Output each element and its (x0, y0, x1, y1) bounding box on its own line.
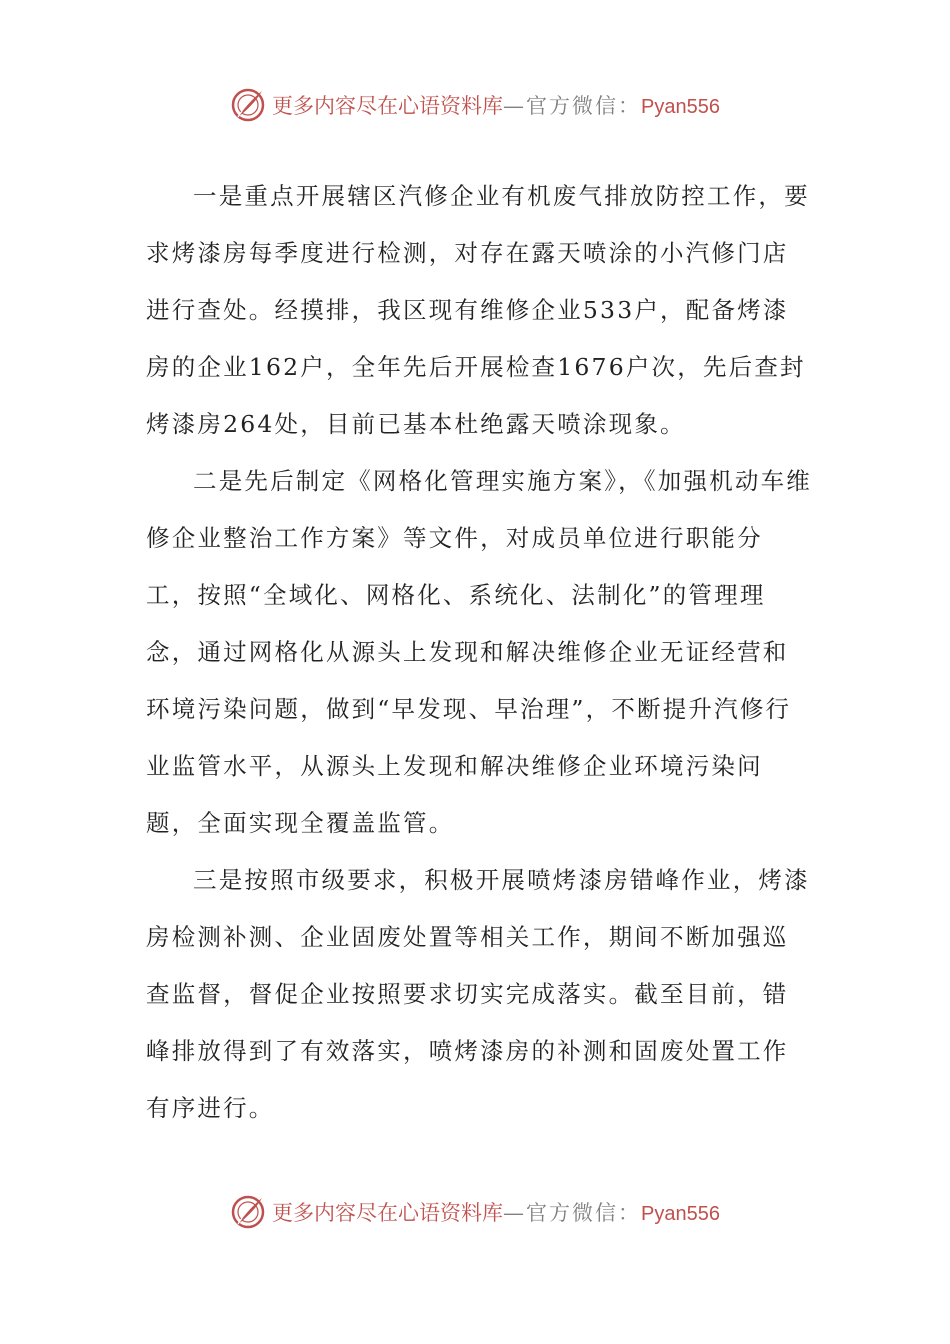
watermark-main-text: 更多内容尽在心语资料库 (272, 94, 504, 118)
watermark-separator-text: —官方微信： (503, 94, 642, 118)
watermark-main-text: 更多内容尽在心语资料库 (272, 1201, 504, 1225)
paragraph-2: 二是先后制定《网格化管理实施方案》，《加强机动车维修企业整治工作方案》等文件，对成员单位进行职能分工，按照“全域化、网格化、系统化、法制化”的管理理念，通过网格化从源头上发现和解决维修企业无证经营和环境污染问题，做到“早发现、早治理”，不断提升汽修行业监管水平，从源头上发现和解决维修企业环境污染问题，全面实现全覆盖监管。 (146, 467, 812, 837)
quill-pen-logo-icon (230, 1194, 266, 1230)
watermark-wechat-id: Pyan556 (641, 96, 720, 118)
watermark-separator-text: —官方微信： (503, 1201, 642, 1225)
watermark-wechat-id: Pyan556 (641, 1203, 720, 1225)
watermark-text (272, 1197, 720, 1227)
watermark-footer (0, 1192, 950, 1232)
watermark-header (0, 85, 950, 125)
document-body (146, 168, 812, 1137)
paragraph-3: 三是按照市级要求，积极开展喷烤漆房错峰作业，烤漆房检测补测、企业固废处置等相关工作，期间不断加强巡查监督，督促企业按照要求切实完成落实。截至目前，错峰排放得到了有效落实，喷烤漆房的补测和固废处置工作有序进行。 (146, 866, 810, 1122)
quill-pen-logo-icon (230, 87, 266, 123)
watermark-text (272, 90, 720, 120)
paragraph-1: 一是重点开展辖区汽修企业有机废气排放防控工作，要求烤漆房每季度进行检测，对存在露天喷涂的小汽修门店进行查处。经摸排，我区现有维修企业533户，配备烤漆房的企业162户，全年先后开展检查1676户次，先后查封烤漆房264处，目前已基本杜绝露天喷涂现象。 (146, 182, 810, 438)
